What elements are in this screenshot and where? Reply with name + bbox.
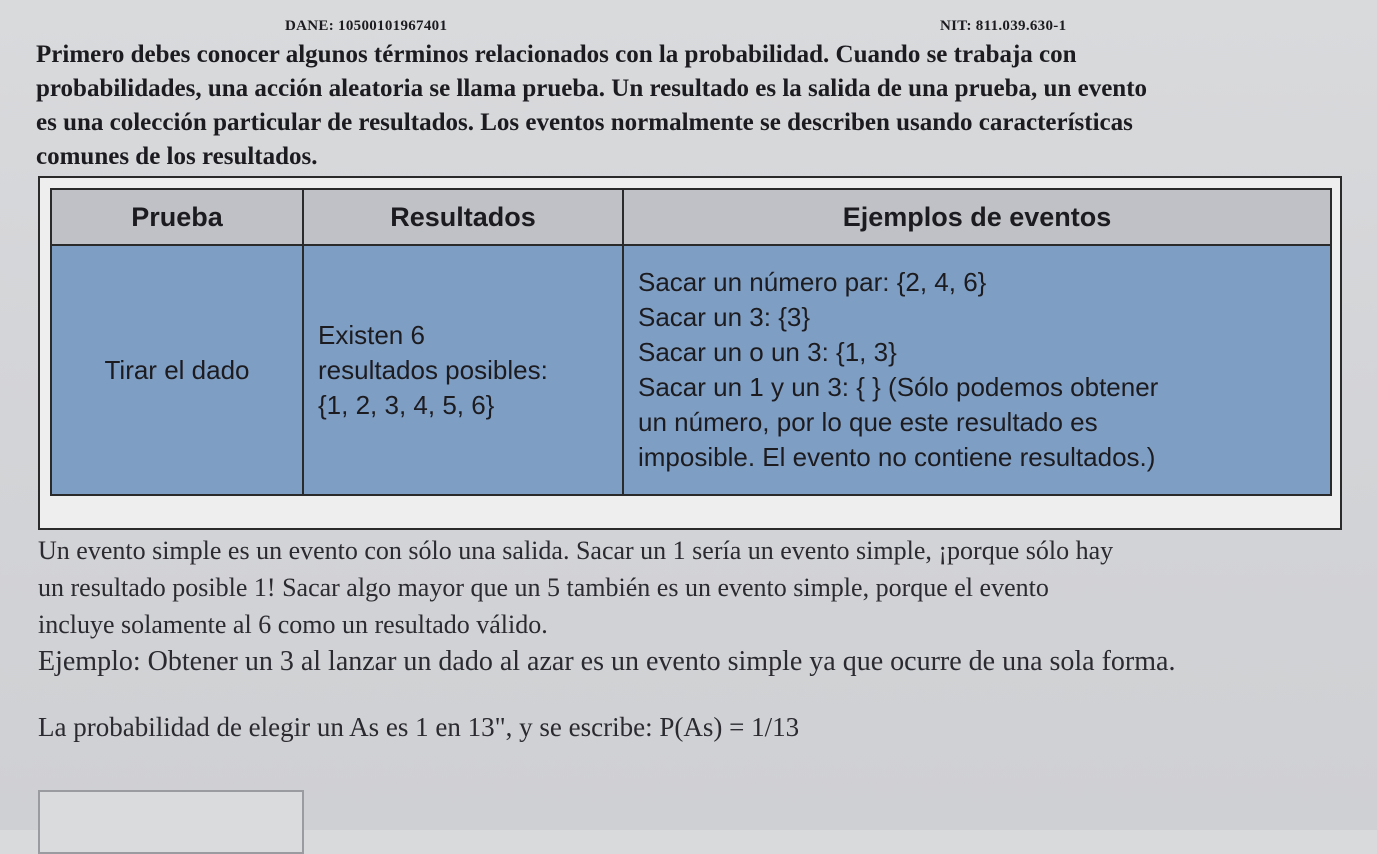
ejemplo-line: imposible. El evento no contiene resultados.) <box>638 442 1156 472</box>
ejemplo-line: Sacar un número par: {2, 4, 6} <box>638 267 987 297</box>
events-table-frame <box>38 176 1342 530</box>
header-resultados: Resultados <box>303 189 623 245</box>
simple-event-paragraph <box>38 532 1368 680</box>
intro-line: Primero debes conocer algunos términos relacionados con la probabilidad. Cuando se trabaja con <box>36 41 1077 68</box>
intro-line: es una colección particular de resultados. Los eventos normalmente se describen usando características <box>36 109 1133 136</box>
cell-ejemplos <box>623 245 1331 495</box>
body-line: Un evento simple es un evento con sólo una salida. Sacar un 1 sería un evento simple, ¡porque sólo hay <box>38 536 1114 565</box>
ejemplo-line: Sacar un o un 3: {1, 3} <box>638 337 897 367</box>
ejemplo-line: un número, por lo que este resultado es <box>638 407 1098 437</box>
events-table <box>50 188 1332 496</box>
answer-box[interactable] <box>38 790 304 854</box>
intro-line: probabilidades, una acción aleatoria se llama prueba. Un resultado es la salida de una prueba, un evento <box>36 75 1148 102</box>
nit-code: NIT: 811.039.630-1 <box>940 18 1067 34</box>
cell-resultados <box>303 245 623 495</box>
probability-line: La probabilidad de elegir un As es 1 en 13", y se escribe: P(As) = 1/13 <box>38 712 800 742</box>
body-line: un resultado posible 1! Sacar algo mayor que un 5 también es un evento simple, porque el evento <box>38 573 1049 602</box>
cell-prueba: Tirar el dado <box>51 245 303 495</box>
resultados-line: resultados posibles: <box>318 354 548 385</box>
ejemplo-line: Sacar un 1 y un 3: { } (Sólo podemos obtener <box>638 372 1159 402</box>
example-line: Ejemplo: Obtener un 3 al lanzar un dado al azar es un evento simple ya que ocurre de una sola forma. <box>38 646 1176 677</box>
resultados-line: {1, 2, 3, 4, 5, 6} <box>318 389 495 420</box>
table-row <box>51 245 1331 495</box>
dane-code: DANE: 10500101967401 <box>285 18 448 34</box>
table-header-row <box>51 189 1331 245</box>
intro-paragraph <box>36 38 1356 174</box>
body-line: incluye solamente al 6 como un resultado válido. <box>38 610 548 639</box>
ejemplo-line: Sacar un 3: {3} <box>638 302 811 332</box>
resultados-line: Existen 6 <box>318 319 425 350</box>
intro-line: comunes de los resultados. <box>36 143 318 170</box>
header-ejemplos: Ejemplos de eventos <box>623 189 1331 245</box>
header-prueba: Prueba <box>51 189 303 245</box>
